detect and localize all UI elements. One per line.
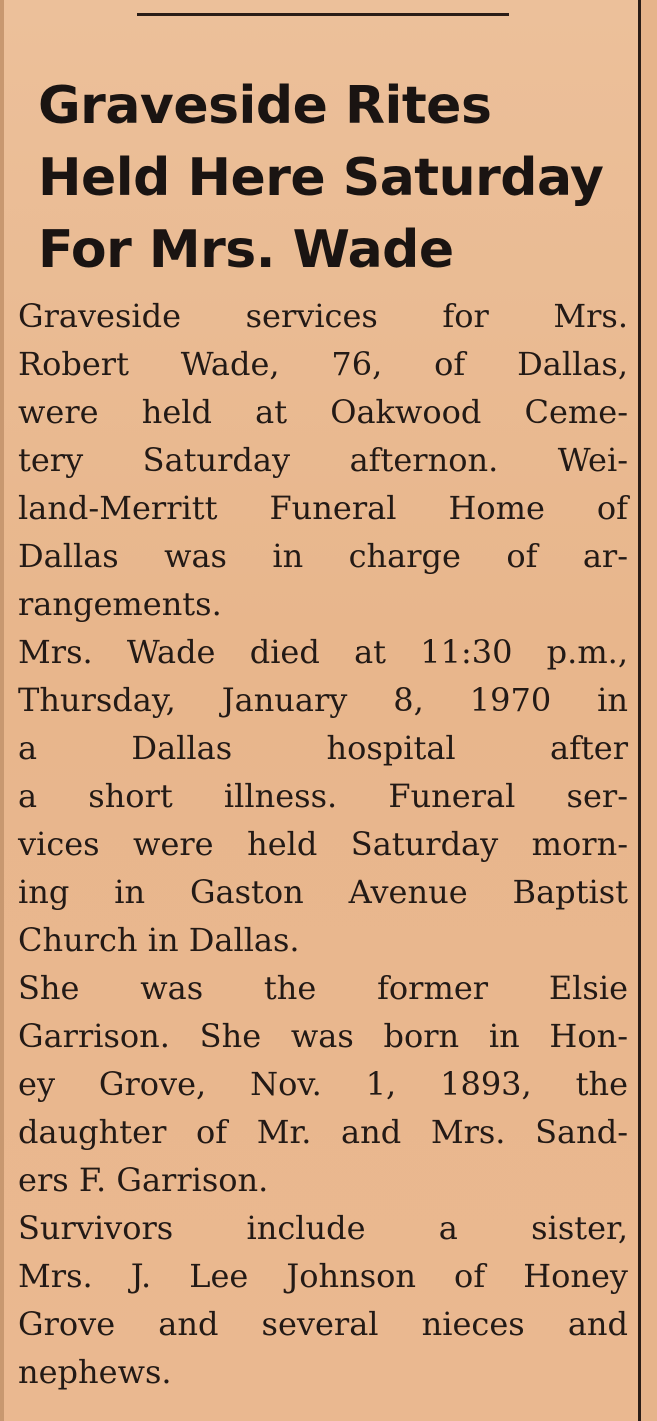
clipping-left-edge [0,0,4,1421]
article-line: Graveside services for Mrs. [18,297,628,335]
article-line: land-Merritt Funeral Home of [18,489,628,527]
article-line: a short illness. Funeral ser- [18,777,628,815]
article-line: were held at Oakwood Ceme- [18,393,628,431]
article-line: ey Grove, Nov. 1, 1893, the [18,1065,628,1103]
article-line: a Dallas hospital after [18,729,628,767]
article-line: tery Saturday afternon. Wei- [18,441,628,479]
article-line: Garrison. She was born in Hon- [18,1017,628,1055]
article-line: Survivors include a sister, [18,1209,628,1247]
headline [38,70,628,286]
article-line: daughter of Mr. and Mrs. Sand- [18,1113,628,1151]
top-rule [137,13,509,16]
article-line: Thursday, January 8, 1970 in [18,681,628,719]
article-line: Dallas was in charge of ar- [18,537,628,575]
right-margin [641,0,657,1421]
headline-line: Held Here Saturday [38,148,604,208]
article-line: nephews. [18,1353,172,1391]
article-line: ers F. Garrison. [18,1161,269,1199]
headline-line: For Mrs. Wade [38,220,454,280]
article-line: Mrs. Wade died at 11:30 p.m., [18,633,628,671]
article-line: ing in Gaston Avenue Baptist [18,873,628,911]
article-line: rangements. [18,585,222,623]
article-line: Robert Wade, 76, of Dallas, [18,345,628,383]
article-line: Grove and several nieces and [18,1305,628,1343]
article-line: She was the former Elsie [18,969,628,1007]
article-line: Mrs. J. Lee Johnson of Honey [18,1257,628,1295]
article-line: Church in Dallas. [18,921,300,959]
article-body [18,292,628,1396]
article-line: vices were held Saturday morn- [18,825,628,863]
headline-line: Graveside Rites [38,76,492,136]
